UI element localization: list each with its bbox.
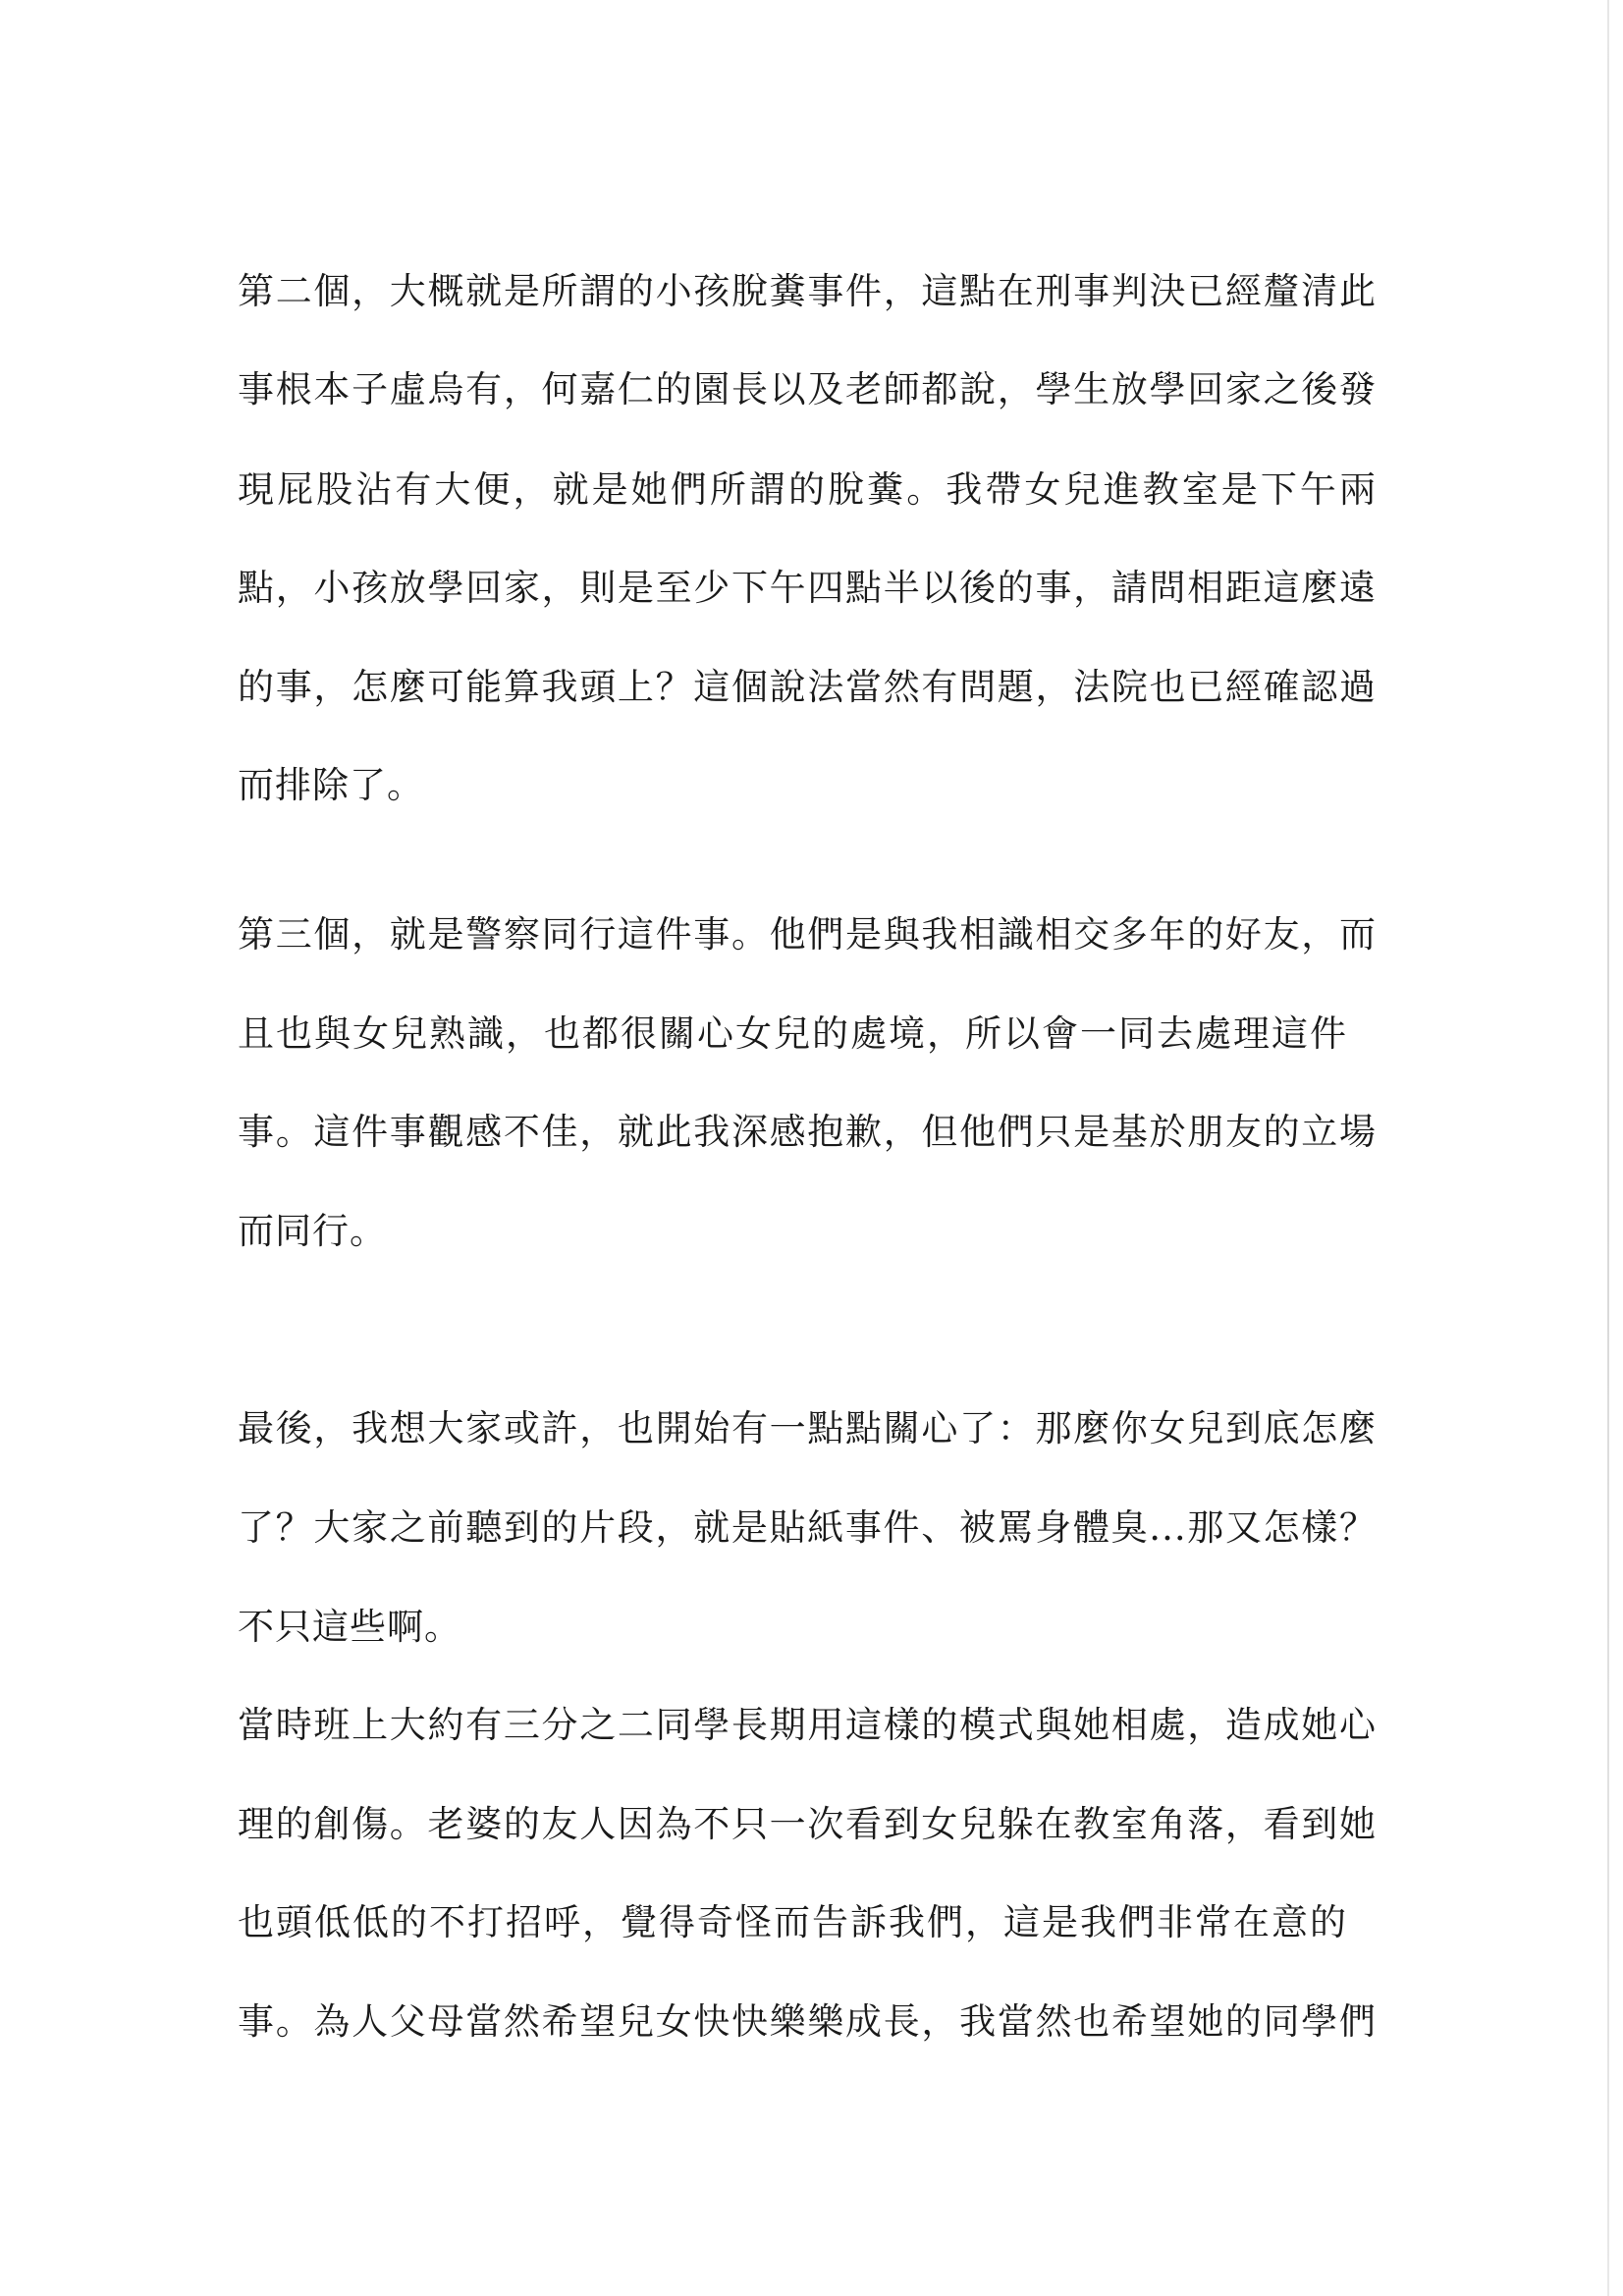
paragraph-4-line-4: 事。為人父母當然希望兒女快快樂樂成長，我當然也希望她的同學們 [238,2000,1377,2043]
paragraph-1-line-3: 現屁股沾有大便，就是她們所謂的脫糞。我帶女兒進教室是下午兩 [238,468,1377,511]
paragraph-4-line-1: 當時班上大約有三分之二同學長期用這樣的模式與她相處，造成她心 [238,1704,1377,1746]
paragraph-2-line-1: 第三個，就是警察同行這件事。他們是與我相識相交多年的好友，而 [238,913,1377,956]
paragraph-2-line-3: 事。這件事觀感不佳，就此我深感抱歉，但他們只是基於朋友的立場 [238,1111,1377,1153]
paragraph-3-line-1: 最後，我想大家或許，也開始有一點點關心了：那麼你女兒到底怎麼 [238,1407,1377,1449]
paragraph-1-line-2: 事根本子虛烏有，何嘉仁的園長以及老師都說，學生放學回家之後發 [238,368,1377,410]
paragraph-1-line-6: 而排除了。 [238,764,424,806]
paragraph-2-line-2: 且也與女兒熟識，也都很關心女兒的處境，所以會一同去處理這件 [238,1012,1347,1055]
scan-edge-shadow [1607,0,1609,2296]
paragraph-1-line-1: 第二個，大概就是所謂的小孩脫糞事件，這點在刑事判決已經釐清此 [238,270,1377,312]
paragraph-4-line-3: 也頭低低的不打招呼，覺得奇怪而告訴我們，這是我們非常在意的 [238,1901,1347,1943]
paragraph-1-line-5: 的事，怎麼可能算我頭上？這個說法當然有問題，法院也已經確認過 [238,666,1377,708]
paragraph-2-line-4: 而同行。 [238,1210,387,1252]
paragraph-3-line-2: 了？大家之前聽到的片段，就是貼紙事件、被罵身體臭...那又怎樣？ [238,1506,1377,1549]
paragraph-3-line-3: 不只這些啊。 [238,1606,461,1648]
paragraph-4-line-2: 理的創傷。老婆的友人因為不只一次看到女兒躲在教室角落，看到她 [238,1803,1377,1845]
paragraph-1-line-4: 點，小孩放學回家，則是至少下午四點半以後的事，請問相距這麼遠 [238,567,1377,609]
